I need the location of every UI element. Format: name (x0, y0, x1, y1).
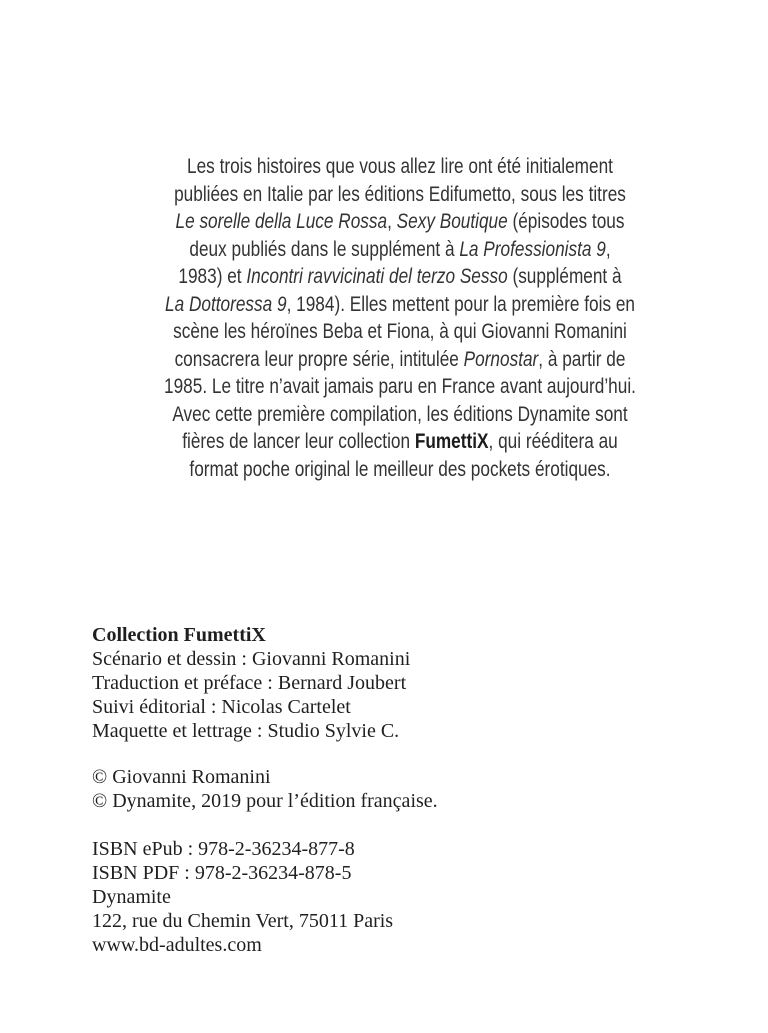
intro-text: scène les héroïnes Beba et Fiona, à qui Giovanni Romanini (173, 320, 627, 343)
intro-text: , qui rééditera au (488, 430, 618, 453)
intro-line (85, 208, 715, 236)
intro-text: consacrera leur propre série, intitulée (174, 347, 464, 371)
publisher-block (92, 837, 393, 957)
intro-line (85, 236, 715, 264)
intro-text: fières de lancer leur collection (182, 430, 415, 453)
credits-lines (92, 647, 410, 743)
intro-text: (épisodes tous (507, 210, 625, 233)
isbn-pdf-line: ISBN PDF : 978-2-36234-878-5 (92, 862, 352, 884)
intro-line (85, 428, 715, 456)
intro-text: format poche original le meilleur des pockets érotiques. (189, 457, 611, 481)
publisher-website: www.bd-adultes.com (92, 934, 262, 956)
text-line: Scénario et dessin : Giovanni Romanini (92, 648, 411, 670)
intro-line (85, 401, 715, 429)
intro-text: Les trois histoires que vous allez lire ont été initialement (187, 155, 613, 178)
intro-line (85, 373, 715, 401)
intro-line (85, 346, 715, 374)
text-line: Maquette et lettrage : Studio Sylvie C. (92, 720, 400, 742)
title-italic-text: Le sorelle della Luce Rossa (175, 210, 388, 233)
title-italic-text: Pornostar (463, 347, 539, 371)
publisher-address: 122, rue du Chemin Vert, 75011 Paris (92, 910, 394, 932)
intro-text: , 1984). Elles mettent pour la première fois en (286, 292, 635, 316)
intro-line (85, 318, 715, 346)
intro-line (85, 263, 715, 291)
collection-bold-text: FumettiX (414, 430, 489, 453)
isbn-epub-line: ISBN ePub : 978-2-36234-877-8 (92, 838, 355, 860)
title-italic-text: La Professionista 9 (459, 237, 606, 261)
text-line: Suivi éditorial : Nicolas Cartelet (92, 696, 351, 718)
publisher-name: Dynamite (92, 886, 171, 908)
credits-block (92, 623, 410, 743)
intro-text: , (605, 237, 611, 261)
intro-line (85, 153, 715, 181)
intro-text: Avec cette première compilation, les éditions Dynamite sont (172, 402, 628, 426)
intro-text: deux publiés dans le supplément à (189, 237, 460, 261)
intro-line (85, 291, 715, 319)
text-line: Traduction et préface : Bernard Joubert (92, 672, 407, 694)
title-italic-text: Incontri ravvicinati del terzo Sesso (246, 265, 508, 288)
intro-text: publiées en Italie par les éditions Edifumetto, sous les titres (174, 182, 626, 206)
title-italic-text: Sexy Boutique (396, 210, 508, 233)
intro-text: , (387, 210, 397, 233)
text-line: © Giovanni Romanini (92, 766, 271, 788)
intro-line (85, 456, 715, 484)
intro-text: (supplément à (507, 265, 622, 288)
intro-line (85, 181, 715, 209)
intro-text: , à partir de (538, 347, 626, 371)
intro-paragraph (85, 153, 715, 483)
copyright-block (92, 765, 438, 813)
intro-text: 1985. Le titre n’avait jamais paru en France avant aujourd’hui. (164, 375, 636, 398)
intro-text: 1983) et (178, 265, 247, 288)
title-italic-text: La Dottoressa 9 (165, 292, 287, 316)
collection-title: Collection FumettiX (92, 624, 266, 646)
text-line: © Dynamite, 2019 pour l’édition française. (92, 790, 438, 812)
